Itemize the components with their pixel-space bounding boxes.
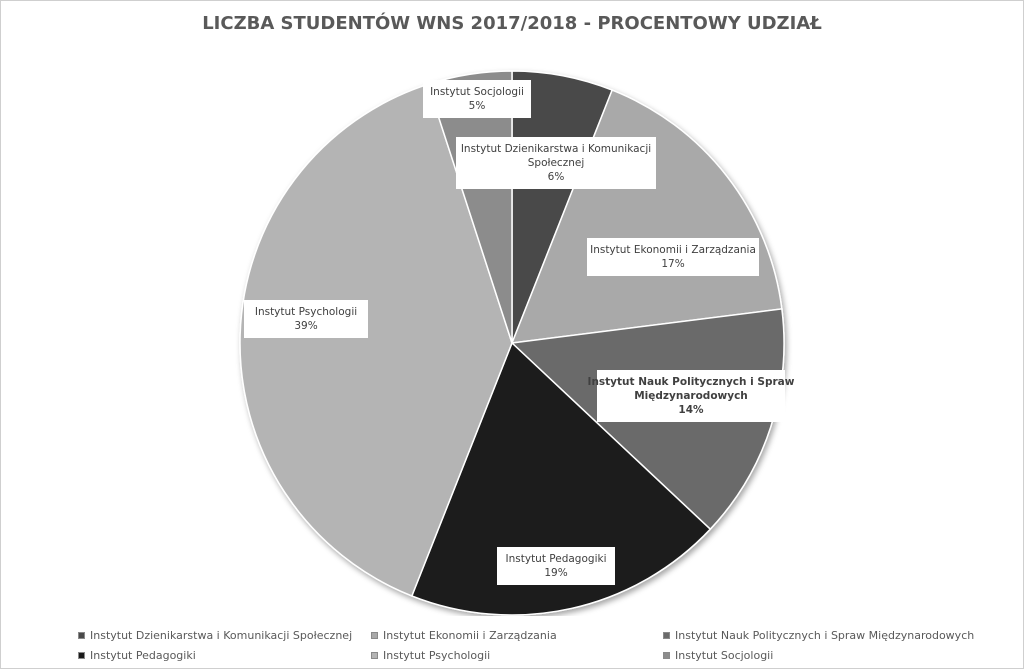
data-label-value: 19% [544,567,568,579]
data-label-name: Społecznej [527,157,585,169]
data-label-name: Instytut Pedagogiki [505,553,607,565]
pie-chart [1,1,1023,616]
data-label-instytut-socjologii [423,80,531,118]
legend-swatch [663,632,670,639]
legend-label: Instytut Psychologii [383,649,491,662]
data-label-name: Międzynarodowych [634,390,748,402]
legend-swatch [371,632,378,639]
data-label-value: 14% [678,404,704,416]
chart-title: LICZBA STUDENTÓW WNS 2017/2018 - PROCENTOWY UDZIAŁ [202,13,822,34]
legend-swatch [663,652,670,659]
legend-item-instytut-ekonomii-i-zarzadzania [371,629,557,642]
legend-label: Instytut Dzienikarstwa i Komunikacji Społecznej [90,629,353,642]
data-label-value: 39% [294,320,318,332]
legend-label: Instytut Nauk Politycznych i Spraw Międzynarodowych [675,629,975,642]
data-label-value: 5% [468,100,486,112]
legend-item-instytut-psychologii [371,649,490,662]
data-label-instytut-dzienikarstwa-i-komunikacji-spolecznej [456,137,656,189]
legend-swatch [371,652,378,659]
legend-label: Instytut Ekonomii i Zarządzania [383,629,557,642]
data-label-name: Instytut Dzienikarstwa i Komunikacji [460,143,652,155]
data-label-value: 6% [547,171,565,183]
legend-item-instytut-nauk-politycznych-i-spraw-miedzynarodowych [663,629,974,642]
legend-swatch [78,652,85,659]
legend-swatch [78,632,85,639]
data-label-value: 17% [661,258,685,270]
legend-label: Instytut Socjologii [675,649,774,662]
legend-item-instytut-pedagogiki [78,649,196,662]
data-label-instytut-psychologii [244,300,368,338]
legend-item-instytut-socjologii [663,649,773,662]
data-label-name: Instytut Nauk Politycznych i Spraw [587,376,795,388]
data-label-instytut-pedagogiki [497,547,615,585]
data-label-name: Instytut Socjologii [430,86,524,98]
legend-label: Instytut Pedagogiki [90,649,196,662]
data-label-name: Instytut Psychologii [254,306,358,318]
data-label-instytut-ekonomii-i-zarzadzania [587,238,759,276]
legend-item-instytut-dzienikarstwa-i-komunikacji-spolecznej [78,629,352,642]
data-label-instytut-nauk-politycznych-i-spraw-miedzynarodowych [588,370,795,422]
data-label-name: Instytut Ekonomii i Zarządzania [590,244,756,256]
legend [1,619,1023,669]
